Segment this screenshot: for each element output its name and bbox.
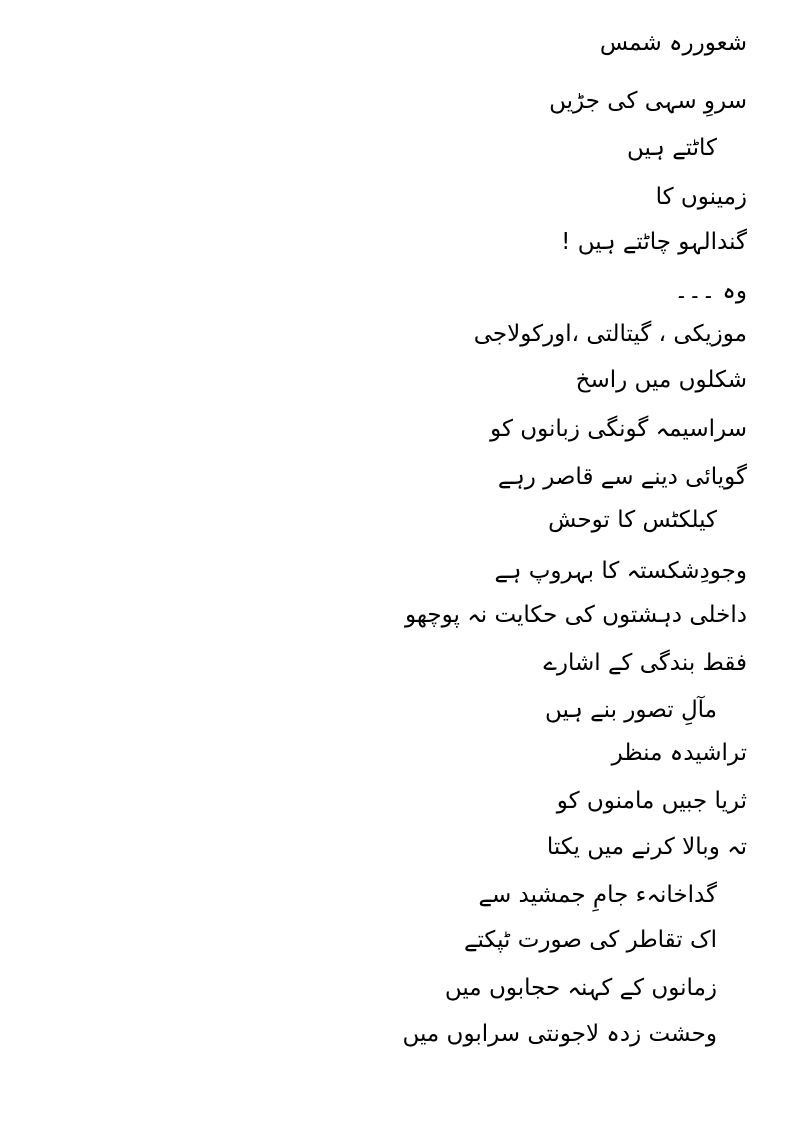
poem-line-10: گویائی دینے سے قاصر رہے <box>497 464 747 490</box>
poem-line-1: شعوررہ شمس <box>599 30 747 56</box>
poem-line-22: وحشت زدہ لاجونتی سرابوں میں <box>402 1021 717 1047</box>
poem-line-9: سراسیمہ گونگی زبانوں کو <box>490 416 747 442</box>
poem-line-6: وہ ۔۔۔ <box>674 278 747 304</box>
poem-line-5: گندالہو چاٹتے ہیں ! <box>561 229 747 255</box>
poem-line-14: فقط بندگی کے اشارے <box>543 650 747 676</box>
poem-line-17: ثریا جبیں مامنوں کو <box>556 788 747 814</box>
poem-line-19: گداخانہء جامِ جمشید سے <box>478 882 717 908</box>
poem-line-15: مآلِ تصور بنے ہیں <box>544 697 717 723</box>
poem-line-11: کیلکٹس کا توحش <box>548 507 717 533</box>
poem-line-4: زمینوں کا <box>655 184 747 210</box>
poem-line-18: تہ وبالا کرنے میں یکتا <box>546 834 747 860</box>
poem-line-21: زمانوں کے کہنہ حجابوں میں <box>444 975 717 1001</box>
poem-line-2: سروِ سہی کی جڑیں <box>549 88 747 114</box>
poem-line-3: کاٹتے ہیں <box>626 135 717 161</box>
poem-line-20: اک تقاطر کی صورت ٹپکتے <box>463 927 717 953</box>
poem-line-7: موزیکی ، گیتالتی ،اورکولاجی <box>473 321 747 347</box>
poem-line-13: داخلی دہشتوں کی حکایت نہ پوچھو <box>404 602 747 628</box>
poem-line-16: تراشیدہ منظر <box>611 740 747 766</box>
poem-line-12: وجودِشکستہ کا بہروپ ہے <box>494 558 747 584</box>
poem-line-8: شکلوں میں راسخ <box>575 367 747 393</box>
